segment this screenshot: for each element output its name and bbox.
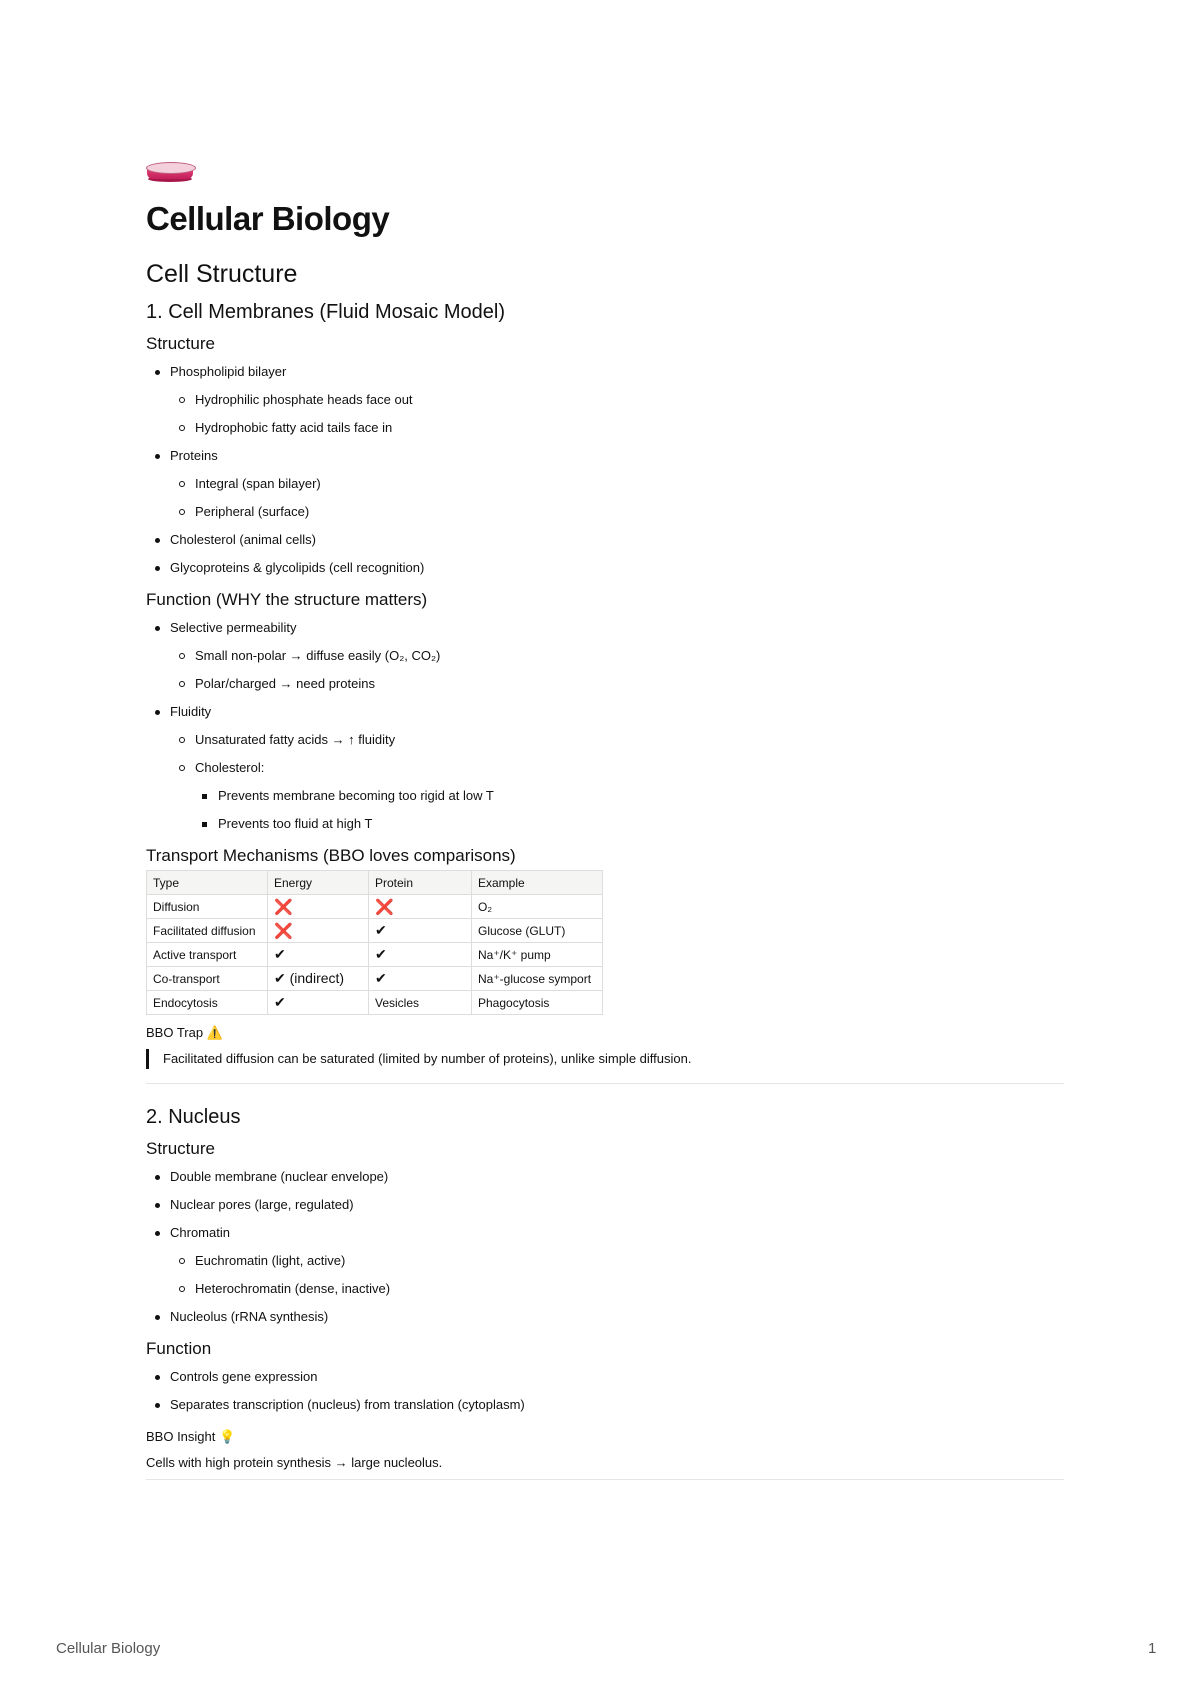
bbo-insight-label: BBO Insight 💡 [146,1429,236,1444]
check-icon: ✔ [268,943,369,967]
list-item: Small non-polar → diffuse easily (O₂, CO₂) [146,642,1064,670]
list-item: Unsaturated fatty acids → ↑ fluidity [146,726,1064,754]
list-item: Hydrophilic phosphate heads face out [146,386,1064,414]
table-cell: Glucose (GLUT) [472,919,603,943]
list-item: Nuclear pores (large, regulated) [146,1191,1064,1219]
table-cell: O₂ [472,895,603,919]
list-item: Prevents membrane becoming too rigid at low T [146,782,1064,810]
table-header-row [147,871,603,895]
table-cell: Na⁺/K⁺ pump [472,943,603,967]
list-item: Peripheral (surface) [146,498,1064,526]
heading-function: Function (WHY the structure matters) [146,590,428,609]
heading-cell-membranes: 1. Cell Membranes (Fluid Mosaic Model) [146,301,506,323]
page-number: 1 [1148,1640,1157,1657]
cross-icon: ❌ [369,895,472,919]
heading-nucleus: 2. Nucleus [146,1106,241,1128]
transport-table [146,870,603,1015]
list-item: Selective permeability [146,614,1064,642]
nucleus-function-list [146,1363,1064,1419]
bbo-trap-quote: Facilitated diffusion can be saturated (limited by number of proteins), unlike simple diffusion. [146,1049,1064,1069]
nucleus-structure-list [146,1163,1064,1331]
list-item: Integral (span bilayer) [146,470,1064,498]
list-item: Heterochromatin (dense, inactive) [146,1275,1064,1303]
check-icon: ✔ [268,991,369,1015]
check-icon: ✔ [369,967,472,991]
heading-structure: Structure [146,1139,215,1158]
table-cell: Phagocytosis [472,991,603,1015]
table-cell: Facilitated diffusion [147,919,268,943]
divider [146,1083,1064,1084]
petri-dish-icon [146,158,194,188]
bbo-insight-text: Cells with high protein synthesis → large nucleolus. [146,1455,443,1470]
list-item: Chromatin [146,1219,1064,1247]
list-item: Fluidity [146,698,1064,726]
heading-structure: Structure [146,334,215,353]
table-header: Protein [369,871,472,895]
cross-icon: ❌ [268,919,369,943]
table-cell: Co-transport [147,967,268,991]
section-heading-cell-structure: Cell Structure [146,260,298,288]
table-row [147,943,603,967]
table-cell: Vesicles [369,991,472,1015]
check-icon: ✔ [369,943,472,967]
table-header: Energy [268,871,369,895]
membrane-function-list [146,614,1064,838]
membrane-structure-list [146,358,1064,582]
list-item: Proteins [146,442,1064,470]
check-icon: ✔ (indirect) [268,967,369,991]
table-row [147,919,603,943]
divider [146,1479,1064,1480]
list-item: Euchromatin (light, active) [146,1247,1064,1275]
table-cell: Na⁺-glucose symport [472,967,603,991]
table-row [147,991,603,1015]
cross-icon: ❌ [268,895,369,919]
table-row [147,895,603,919]
check-icon: ✔ [369,919,472,943]
bbo-trap-label: BBO Trap ⚠️ [146,1025,223,1040]
list-item: Hydrophobic fatty acid tails face in [146,414,1064,442]
table-cell: Active transport [147,943,268,967]
table-row [147,967,603,991]
list-item: Polar/charged → need proteins [146,670,1064,698]
page-content [146,158,1064,1502]
list-item: Controls gene expression [146,1363,1064,1391]
list-item: Nucleolus (rRNA synthesis) [146,1303,1064,1331]
list-item: Glycoproteins & glycolipids (cell recognition) [146,554,1064,582]
table-cell: Diffusion [147,895,268,919]
list-item: Prevents too fluid at high T [146,810,1064,838]
page-title: Cellular Biology [146,200,390,237]
heading-function: Function [146,1339,212,1358]
list-item: Separates transcription (nucleus) from translation (cytoplasm) [146,1391,1064,1419]
list-item: Phospholipid bilayer [146,358,1064,386]
table-header: Type [147,871,268,895]
footer-title: Cellular Biology [56,1640,161,1657]
list-item: Double membrane (nuclear envelope) [146,1163,1064,1191]
heading-transport: Transport Mechanisms (BBO loves comparisons) [146,846,516,865]
table-header: Example [472,871,603,895]
list-item: Cholesterol (animal cells) [146,526,1064,554]
table-cell: Endocytosis [147,991,268,1015]
list-item: Cholesterol: [146,754,1064,782]
